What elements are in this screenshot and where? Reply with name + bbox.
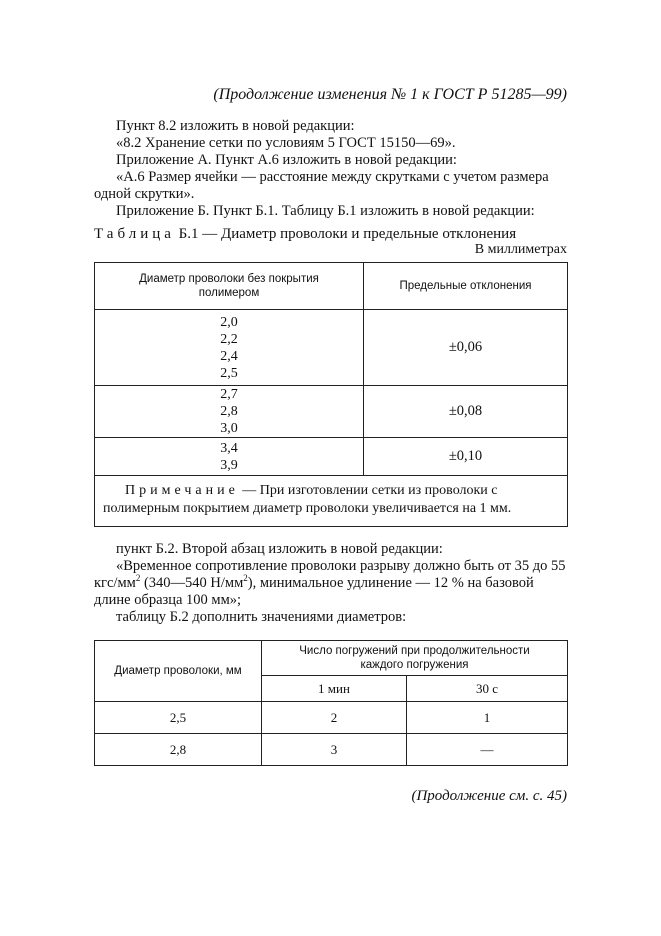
- diameter-value: 2,0: [220, 314, 238, 330]
- table1-col1-header: Диаметр проволоки без покрытия полимером: [95, 263, 364, 310]
- table1-caption-rest: Б.1 — Диаметр проволоки и предельные отклонения: [174, 226, 517, 242]
- page-footer: (Продолжение см. с. 45): [411, 788, 567, 804]
- table1-note: [95, 476, 568, 527]
- table-row: [95, 734, 568, 766]
- table1-caption: [94, 226, 568, 243]
- superscript: 2: [243, 573, 248, 584]
- paragraph-7: [94, 558, 568, 609]
- diameter-value: 2,7: [220, 387, 238, 402]
- table1-deviation-cell: ±0,06: [364, 310, 568, 386]
- table-row: [95, 438, 568, 476]
- paragraph-6: пункт Б.2. Второй абзац изложить в новой редакции:: [116, 541, 443, 557]
- diameter-value: 2,2: [220, 331, 238, 347]
- paragraph-3: Приложение А. Пункт А.6 изложить в новой редакции:: [116, 152, 457, 168]
- paragraph-5: Приложение Б. Пункт Б.1. Таблицу Б.1 изложить в новой редакции:: [116, 203, 535, 219]
- table2-cell: 1: [407, 702, 568, 734]
- table1-note-rest: — При изготовлении сетки из проволоки с полимерным покрытием диаметр проволоки увеличивается на 1 мм.: [103, 483, 512, 516]
- table-row: [95, 476, 568, 527]
- table2-cell: 2,8: [95, 734, 262, 766]
- table2-cell: 3: [262, 734, 407, 766]
- table-row: [95, 702, 568, 734]
- table1-col2-header: Предельные отклонения: [364, 263, 568, 310]
- table-b1: [94, 262, 568, 527]
- table2-cell: —: [407, 734, 568, 766]
- table1-diameters-cell: [95, 438, 364, 476]
- table1-diameters-cell: [95, 386, 364, 438]
- paragraph-8: таблицу Б.2 дополнить значениями диаметров:: [116, 609, 407, 625]
- diameter-value: 3,9: [220, 457, 238, 473]
- table1-caption-word: Таблица: [94, 226, 175, 242]
- paragraph-7-part-b: (340—540 Н/мм: [140, 575, 244, 591]
- diameter-value: 2,5: [220, 365, 238, 381]
- table2-sub2-header: 30 с: [407, 676, 568, 702]
- table2-cell: 2: [262, 702, 407, 734]
- table1-diameters-cell: [95, 310, 364, 386]
- paragraph-1: Пункт 8.2 изложить в новой редакции:: [116, 118, 355, 134]
- diameter-value: 3,0: [220, 421, 238, 436]
- paragraph-2: «8.2 Хранение сетки по условиям 5 ГОСТ 15150—69».: [116, 135, 456, 151]
- table-row: [95, 386, 568, 438]
- table-row: [95, 310, 568, 386]
- table2-sub1-header: 1 мин: [262, 676, 407, 702]
- superscript: 2: [135, 573, 141, 584]
- page-header: (Продолжение изменения № 1 к ГОСТ Р 51285—99): [213, 86, 567, 103]
- table2-col1-header: Диаметр проволоки, мм: [95, 641, 262, 702]
- table1-note-word: Примечание: [125, 483, 239, 498]
- table-b2: [94, 640, 568, 766]
- diameter-value: 3,4: [220, 440, 238, 456]
- diameter-value: 2,4: [220, 348, 238, 364]
- table2-cell: 2,5: [95, 702, 262, 734]
- paragraph-4: «А.6 Размер ячейки — расстояние между скрутками с учетом размера одной скрутки».: [94, 169, 549, 202]
- table1-deviation-cell: ±0,10: [364, 438, 568, 476]
- paragraph-7-part-a: «Временное сопротивление проволоки разрыву должно быть от 35 до 55 кгс/мм: [94, 558, 566, 591]
- table1-deviation-cell: ±0,08: [364, 386, 568, 438]
- table1-units: В миллиметрах: [474, 242, 567, 257]
- diameter-value: 2,8: [220, 404, 238, 419]
- table2-group-header: Число погружений при продолжительности каждого погружения: [262, 641, 568, 676]
- paragraph-7-part-c: ), минимальное удлинение — 12 % на базовой длине образца 100 мм»;: [94, 575, 534, 608]
